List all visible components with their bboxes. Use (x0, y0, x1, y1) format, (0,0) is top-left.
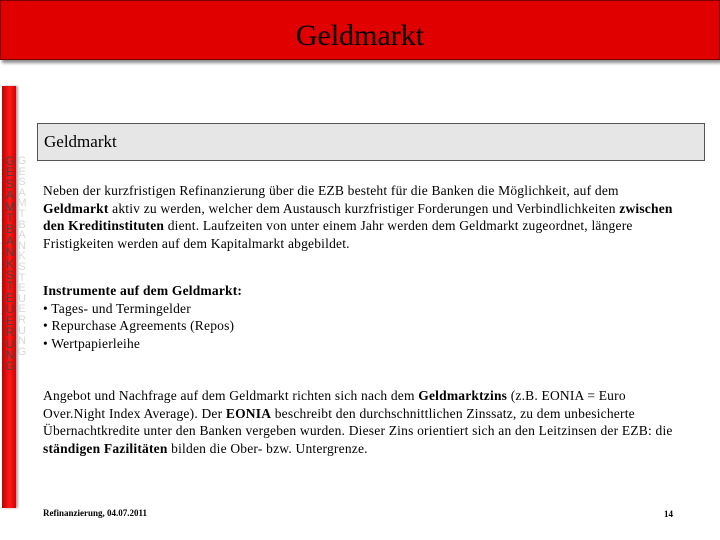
section-heading: Geldmarkt (44, 132, 117, 151)
paragraph-geldmarktzins (43, 387, 683, 457)
text-run: beschreibt den durchschnittlichen Zinssatz, zu dem unbesicherte Übernachtkredite unter den Banken vergeben wurden. Dieser Zins orientiert sich an den Leitzinsen der EZB: die (43, 405, 673, 438)
text-run: Angebot und Nachfrage auf dem Geldmarkt richten sich nach dem (43, 388, 419, 403)
list-item: • Wertpapierleihe (43, 335, 141, 351)
instruments-block (43, 282, 683, 352)
page-number: 14 (664, 509, 673, 519)
text-run: aktiv zu werden, welcher dem Austausch kurzfristiger Forderungen und Verbindlichkeiten (108, 200, 620, 216)
text-run: (z.B. EONIA = Euro Over.Night Index Average). Der (43, 388, 626, 421)
sidebar-vertical-text: GESAMTBANKSTEUERUNG (5, 154, 15, 374)
text-run: Neben der kurzfristigen Refinanzierung über die EZB besteht für die Banken die Möglichkeit, auf dem (43, 183, 619, 198)
bold-term-eonia: EONIA (225, 405, 272, 421)
text-run: bilden die Ober- bzw. Untergrenze. (167, 440, 368, 456)
instruments-heading: Instrumente auf dem Geldmarkt: (43, 283, 243, 298)
text-run: dient. Laufzeiten von unter einem Jahr werden dem Geldmarkt zugeordnet, längere Fristigkeiten werden auf dem Kapitalmarkt abgebildet. (43, 218, 633, 251)
paragraph-intro (43, 182, 683, 252)
list-item: • Tages- und Termingelder (43, 300, 191, 316)
bold-term-geldmarkt: Geldmarkt (43, 200, 109, 216)
bold-term-fazilitaeten: ständigen Fazilitäten (43, 440, 168, 456)
footer-text: Refinanzierung, 04.07.2011 (43, 508, 148, 518)
sidebar-vertical-text-shadow: GESAMTBANKSTEUERUNG (17, 155, 27, 358)
bold-term-kreditinstitute: zwischen den Kreditinstituten (43, 200, 673, 233)
bold-term-geldmarktzins: Geldmarktzins (418, 388, 508, 403)
section-heading-box (37, 123, 705, 161)
slide-title: Geldmarkt (295, 19, 425, 52)
list-item: • Repurchase Agreements (Repos) (43, 318, 235, 333)
title-bar (0, 0, 720, 60)
